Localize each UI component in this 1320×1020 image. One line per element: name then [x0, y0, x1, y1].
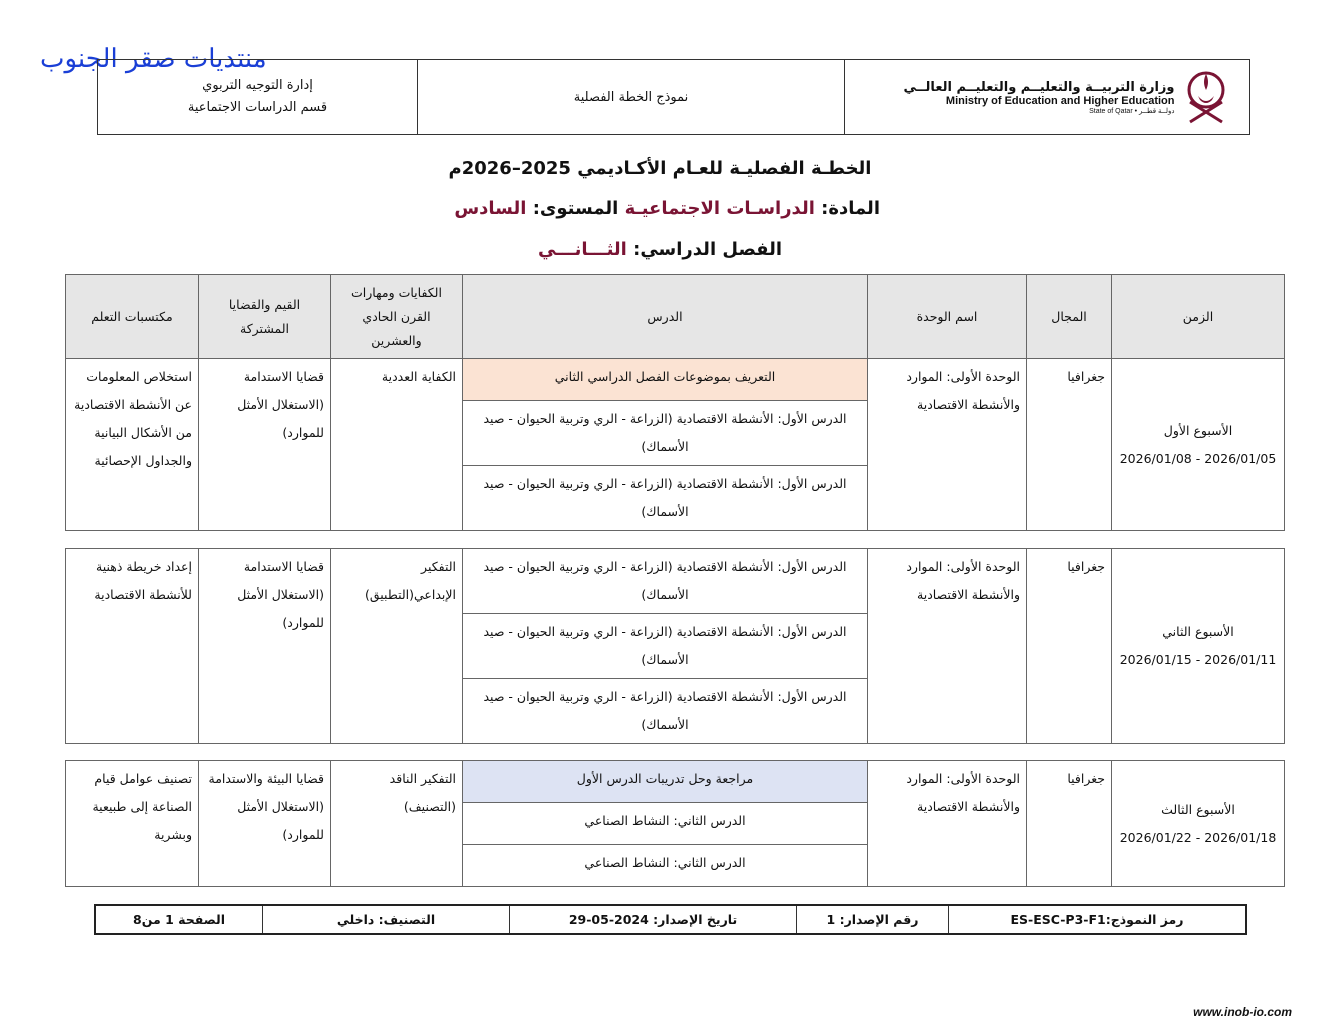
values-cell: قضايا الاستدامة (الاستغلال الأمثل للموارد) — [199, 549, 331, 744]
footer-classification: التصنيف: داخلي — [262, 906, 509, 933]
site-url: www.inob-io.com — [1193, 1005, 1292, 1019]
level-label: المستوى: — [532, 198, 619, 219]
document-footer — [94, 904, 1247, 935]
week-label: الأسبوع الثاني — [1162, 624, 1234, 639]
week-cell — [1112, 359, 1285, 531]
watermark-text: منتديات صقر الجنوب — [40, 44, 267, 74]
col-time: الزمن — [1112, 275, 1285, 359]
col-outcomes: مكتسبات التعلم — [66, 275, 199, 359]
domain-cell: جغرافيا — [1027, 549, 1112, 744]
footer-version: رقم الإصدار: 1 — [796, 906, 948, 933]
outcomes-cell: تصنيف عوامل قيام الصناعة إلى طبيعية وبشرية — [66, 761, 199, 887]
level-value: السادس — [454, 198, 527, 219]
subject-label: المادة: — [821, 198, 880, 219]
plan-table-week2 — [65, 548, 1285, 744]
lesson-cell: التعريف بموضوعات الفصل الدراسي الثاني — [463, 359, 868, 401]
subject-level-line — [380, 198, 880, 219]
skills-cell: التفكير الناقد (التصنيف) — [331, 761, 463, 887]
outcomes-cell: إعداد خريطة ذهنية للأنشطة الاقتصادية — [66, 549, 199, 744]
document-header — [97, 59, 1250, 135]
week-dates: 2026/01/18 - 2026/01/22 — [1119, 829, 1277, 845]
department-cell — [98, 60, 418, 134]
skills-cell: الكفاية العددية — [331, 359, 463, 531]
ministry-logo-text — [904, 80, 1175, 115]
week-label: الأسبوع الأول — [1163, 422, 1233, 438]
form-name-cell — [418, 60, 845, 134]
term-label: الفصل الدراسي: — [633, 239, 783, 260]
col-domain: المجال — [1027, 275, 1112, 359]
outcomes-cell: استخلاص المعلومات عن الأنشطة الاقتصادية من الأشكال البيانية والجداول الإحصائية — [66, 359, 199, 531]
unit-cell: الوحدة الأولى: الموارد والأنشطة الاقتصادية — [868, 549, 1027, 744]
values-cell: قضايا البيئة والاستدامة (الاستغلال الأمثل للموارد) — [199, 761, 331, 887]
skills-cell: التفكير الإبداعي(التطبيق) — [331, 549, 463, 744]
term-line — [380, 239, 940, 260]
ministry-name-ar: وزارة التربيــة والتعليــم والتعليــم العالــي — [903, 79, 1175, 95]
week-cell — [1112, 761, 1285, 887]
col-lesson: الدرس — [463, 275, 868, 359]
lesson-cell: الدرس الأول: الأنشطة الاقتصادية (الزراعة - الري وتربية الحيوان - صيد الأسماك) — [463, 679, 868, 744]
state-of-qatar: State of Qatar • دولــة قطــر — [1089, 107, 1175, 115]
footer-issue-date: تاريخ الإصدار: 2024-05-29 — [509, 906, 796, 933]
ministry-logo-cell — [845, 60, 1249, 134]
department-line1: إدارة التوجيه التربوي — [202, 78, 313, 93]
week-label: الأسبوع الثالث — [1161, 801, 1235, 817]
unit-cell: الوحدة الأولى: الموارد والأنشطة الاقتصادية — [868, 761, 1027, 887]
lesson-cell: مراجعة وحل تدريبات الدرس الأول — [463, 761, 868, 803]
col-unit: اسم الوحدة — [868, 275, 1027, 359]
lesson-cell: الدرس الأول: الأنشطة الاقتصادية (الزراعة - الري وتربية الحيوان - صيد الأسماك) — [463, 614, 868, 679]
qatar-emblem-icon — [1182, 66, 1230, 128]
lesson-cell: الدرس الثاني: النشاط الصناعي — [463, 803, 868, 845]
footer-page-number: الصفحة 1 من8 — [133, 912, 225, 927]
unit-cell: الوحدة الأولى: الموارد والأنشطة الاقتصادية — [868, 359, 1027, 531]
week-dates: 2026/01/11 - 2026/01/15 — [1119, 652, 1277, 667]
plan-table-week3 — [65, 760, 1285, 887]
footer-form-code: رمز النموذج:ES-ESC-P3-F1 — [948, 906, 1245, 933]
domain-cell: جغرافيا — [1027, 359, 1112, 531]
form-name: نموذج الخطة الفصلية — [573, 89, 689, 105]
domain-cell: جغرافيا — [1027, 761, 1112, 887]
ministry-name-en: Ministry of Education and Higher Education — [945, 94, 1175, 107]
plan-table-week1 — [65, 274, 1285, 531]
col-skills: الكفايات ومهارات القرن الحادي والعشرين — [331, 275, 463, 359]
lesson-cell: الدرس الأول: الأنشطة الاقتصادية (الزراعة - الري وتربية الحيوان - صيد الأسماك) — [463, 466, 868, 531]
lesson-cell: الدرس الثاني: النشاط الصناعي — [463, 845, 868, 887]
term-value: الثـــانـــي — [537, 239, 627, 260]
lesson-cell: الدرس الأول: الأنشطة الاقتصادية (الزراعة - الري وتربية الحيوان - صيد الأسماك) — [463, 549, 868, 614]
lesson-cell: الدرس الأول: الأنشطة الاقتصادية (الزراعة - الري وتربية الحيوان - صيد الأسماك) — [463, 401, 868, 466]
subject-value: الدراسـات الاجتماعيـة — [624, 198, 815, 219]
col-values: القيم والقضايا المشتركة — [199, 275, 331, 359]
week-dates: 2026/01/05 - 2026/01/08 — [1119, 450, 1277, 466]
plan-title: الخطـة الفصليـة للعـام الأكـاديمي 2025–2026م — [448, 158, 872, 179]
values-cell: قضايا الاستدامة (الاستغلال الأمثل للموارد) — [199, 359, 331, 531]
department-line2: قسم الدراسات الاجتماعية — [187, 100, 328, 115]
week-cell — [1112, 549, 1285, 744]
